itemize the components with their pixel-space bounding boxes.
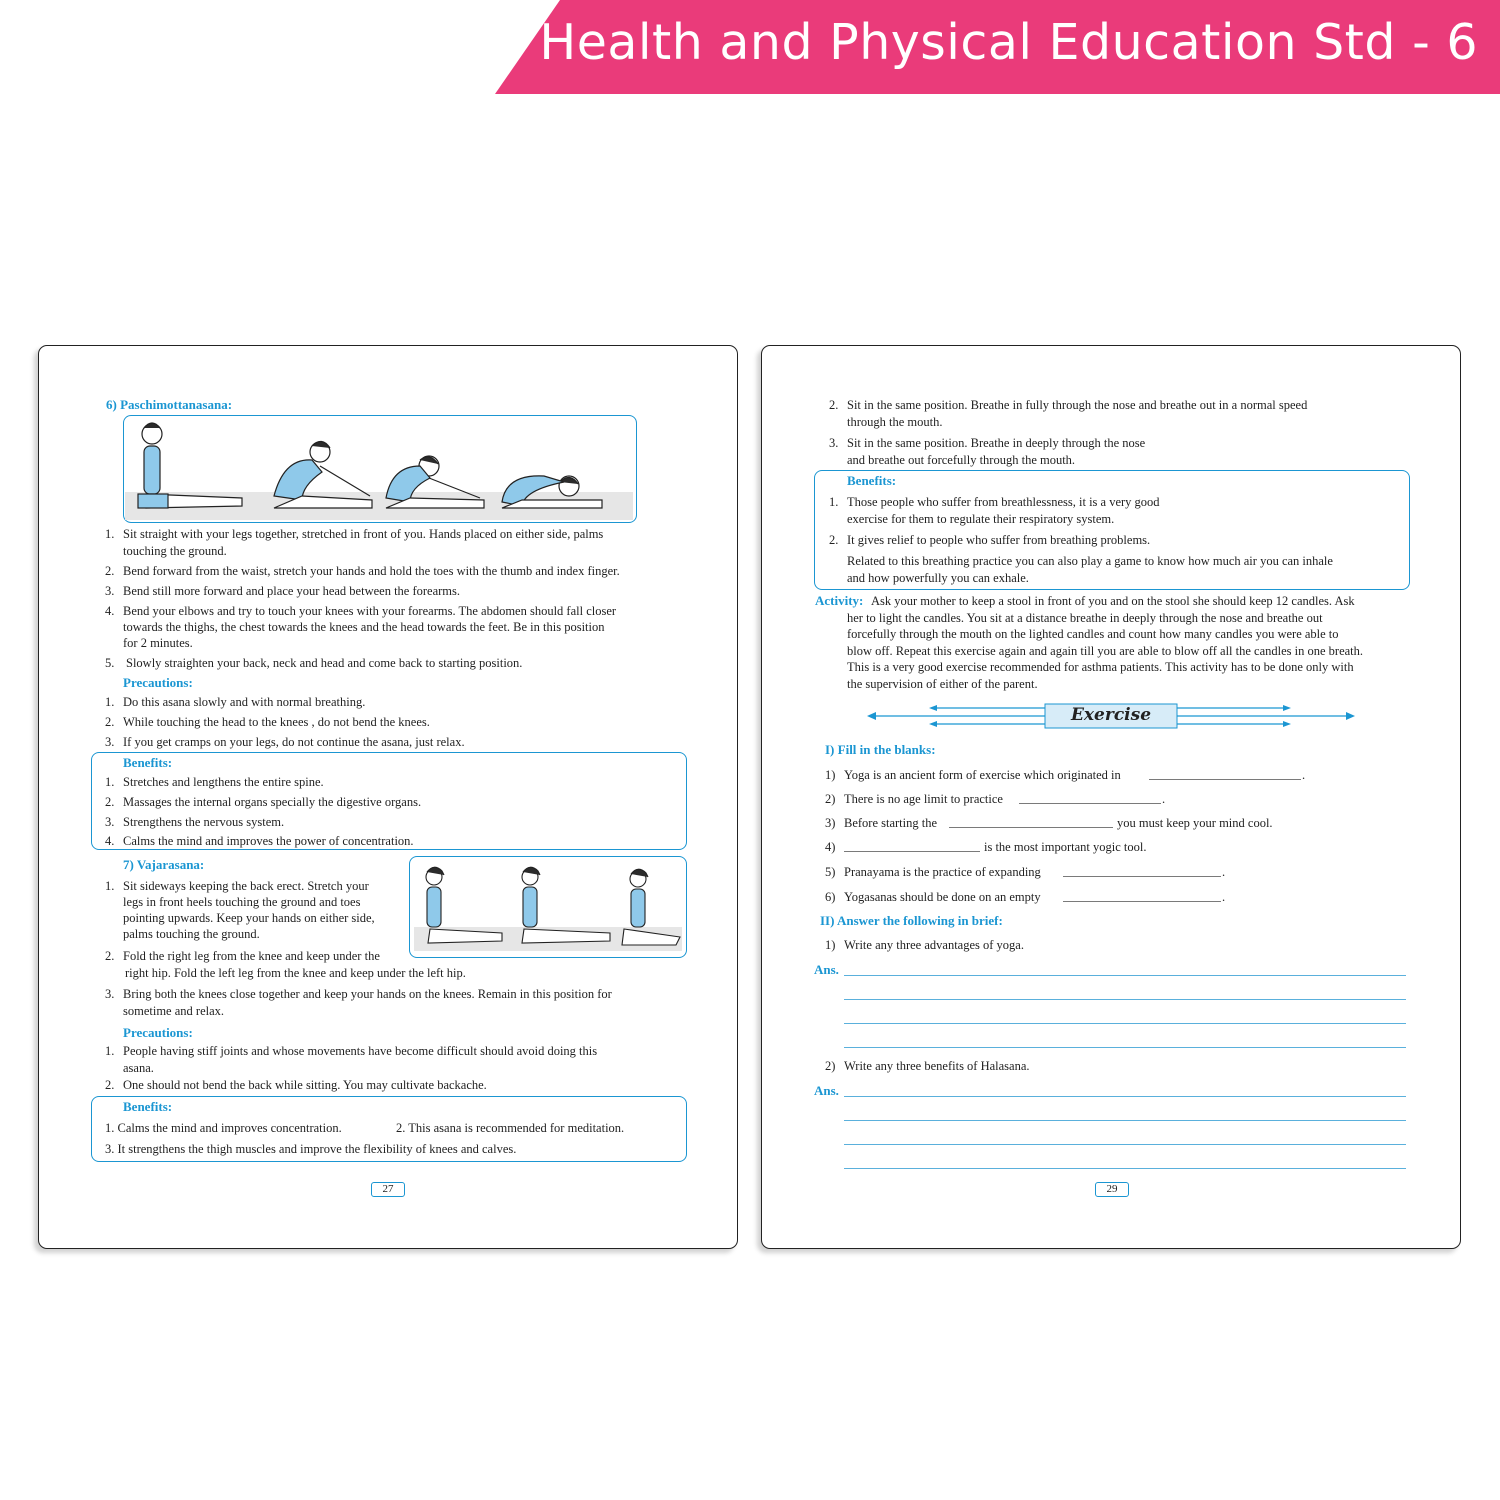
related-text: and how powerfully you can exhale. xyxy=(847,571,1029,585)
precaution-text: asana. xyxy=(123,1061,154,1075)
benefit-text: Stretches and lengthens the entire spine. xyxy=(123,775,324,789)
precaution-number: 2. xyxy=(105,1078,115,1092)
blank-text-after: . xyxy=(1222,865,1226,879)
step-text: Sit in the same position. Breathe in deeply through the nose xyxy=(847,436,1146,450)
step-text: towards the thighs, the chest towards the knees and the head towards the feet. Be in this position xyxy=(123,620,605,634)
benefit-text: Calms the mind and improves the power of concentration. xyxy=(123,834,414,848)
precaution-text: People having stiff joints and whose movements have become difficult should avoid doing this xyxy=(123,1044,598,1058)
question-number: 3) xyxy=(825,816,836,830)
step-text: and breathe out forcefully through the mouth. xyxy=(847,453,1076,467)
answer-line[interactable] xyxy=(844,1144,1406,1145)
fill-blanks-heading: I) Fill in the blanks: xyxy=(825,742,936,757)
blank-answer-field[interactable] xyxy=(949,827,1113,828)
blank-answer-field[interactable] xyxy=(1019,803,1161,804)
related-text: Related to this breathing practice you can also play a game to know how much air you can inhale xyxy=(847,554,1333,568)
question-number: 6) xyxy=(825,890,836,904)
activity-text: blow off. Repeat this exercise again and again till you are able to blow off all the candles in one breath. xyxy=(847,644,1364,658)
benefit-number: 3. xyxy=(105,815,115,829)
blank-text-after: . xyxy=(1222,890,1226,904)
benefit-text: Massages the internal organs specially the digestive organs. xyxy=(123,795,422,809)
yoga-pose-figures xyxy=(124,416,636,522)
blank-text-before: Before starting the xyxy=(844,816,938,830)
step-text: right hip. Fold the left leg from the knee and keep under the left hip. xyxy=(125,966,466,980)
precaution-number: 1. xyxy=(105,1044,115,1058)
step-text: legs in front heels touching the ground and toes xyxy=(123,895,361,909)
step-text: Bend your elbows and try to touch your knees with your forearms. The abdomen should fall closer xyxy=(123,604,617,618)
step-text: touching the ground. xyxy=(123,544,227,558)
question-number: 4) xyxy=(825,840,836,854)
ans-label: Ans. xyxy=(814,962,839,977)
exercise-title: Exercise xyxy=(1070,705,1152,725)
question-number: 1) xyxy=(825,768,836,782)
banner-title: Health and Physical Education Std - 6 xyxy=(539,14,1478,71)
step-number: 3. xyxy=(105,584,115,598)
benefit-text: Those people who suffer from breathlessness, it is a very good xyxy=(847,495,1160,509)
activity-text: This is a very good exercise recommended for asthma patients. This activity has to be done only with xyxy=(847,660,1354,674)
precautions-heading: Precautions: xyxy=(123,1025,193,1040)
blank-text-after: is the most important yogic tool. xyxy=(984,840,1147,854)
precaution-number: 3. xyxy=(105,735,115,749)
precaution-text: Do this asana slowly and with normal breathing. xyxy=(123,695,366,709)
activity-text: Ask your mother to keep a stool in front of you and on the stool she should keep 12 candles. Ask xyxy=(871,594,1355,608)
question-number: 2) xyxy=(825,1059,836,1073)
precaution-number: 2. xyxy=(105,715,115,729)
header-banner xyxy=(0,0,1500,94)
paschimottanasana-illustration xyxy=(123,415,637,523)
blank-text-after: . xyxy=(1302,768,1306,782)
step-number: 3. xyxy=(829,436,839,450)
answer-line[interactable] xyxy=(844,975,1406,976)
benefits-heading: Benefits: xyxy=(123,755,173,770)
page-number: 29 xyxy=(1095,1182,1129,1197)
step-text: for 2 minutes. xyxy=(123,636,193,650)
step-text: Bend still more forward and place your head between the forearms. xyxy=(123,584,461,598)
step-text: Sit sideways keeping the back erect. Stretch your xyxy=(123,879,369,893)
step-number: 1. xyxy=(105,879,115,893)
section-heading-vajarasana: 7) Vajarasana: xyxy=(123,857,205,872)
blank-answer-field[interactable] xyxy=(1063,876,1221,877)
exercise-banner xyxy=(867,703,1355,729)
benefit-text: Strengthens the nervous system. xyxy=(123,815,285,829)
vajarasana-illustration xyxy=(409,856,687,958)
answer-line[interactable] xyxy=(844,1047,1406,1048)
activity-text: the supervision of either of the parent. xyxy=(847,677,1038,691)
step-text: sometime and relax. xyxy=(123,1004,225,1018)
precautions-heading: Precautions: xyxy=(123,675,193,690)
benefit-text: 2. This asana is recommended for meditation. xyxy=(396,1121,625,1135)
right-page xyxy=(761,345,1461,1249)
answer-line[interactable] xyxy=(844,1120,1406,1121)
step-text: Sit straight with your legs together, stretched in front of you. Hands placed on either side, palms xyxy=(123,527,604,541)
ans-label: Ans. xyxy=(814,1083,839,1098)
activity-text: her to light the candles. You sit at a distance breathe in deeply through the nose and breathe out xyxy=(847,611,1323,625)
step-number: 1. xyxy=(105,527,115,541)
step-text: Bend forward from the waist, stretch your hands and hold the toes with the thumb and index finger. xyxy=(123,564,620,578)
answer-line[interactable] xyxy=(844,999,1406,1000)
blank-text-after: you must keep your mind cool. xyxy=(1117,816,1273,830)
answer-line[interactable] xyxy=(844,1168,1406,1169)
question-number: 2) xyxy=(825,792,836,806)
step-text: Sit in the same position. Breathe in fully through the nose and breathe out in a normal speed xyxy=(847,398,1308,412)
benefits-heading: Benefits: xyxy=(123,1099,173,1114)
step-text: palms touching the ground. xyxy=(123,927,260,941)
blank-text-before: Yogasanas should be done on an empty xyxy=(844,890,1041,904)
pose-figure-bending xyxy=(386,456,484,508)
step-text: through the mouth. xyxy=(847,415,943,429)
answer-line[interactable] xyxy=(844,1096,1406,1097)
step-number: 3. xyxy=(105,987,115,1001)
question-text: Write any three benefits of Halasana. xyxy=(844,1059,1030,1073)
precaution-number: 1. xyxy=(105,695,115,709)
step-number: 5. xyxy=(105,656,115,670)
pose-figure-full-fold xyxy=(502,476,602,508)
benefit-number: 2. xyxy=(105,795,115,809)
precaution-text: One should not bend the back while sitting. You may cultivate backache. xyxy=(123,1078,487,1092)
activity-label: Activity: xyxy=(815,593,864,608)
precaution-text: While touching the head to the knees , do not bend the knees. xyxy=(123,715,430,729)
step-text: Fold the right leg from the knee and keep under the xyxy=(123,949,380,963)
activity-text: forcefully through the mouth on the lighted candles and count how many candles you were able to xyxy=(847,627,1339,641)
benefit-number: 2. xyxy=(829,533,839,547)
vajarasana-figures xyxy=(410,857,686,957)
benefit-text: 1. Calms the mind and improves concentration. xyxy=(105,1121,342,1135)
blank-text-before: Yoga is an ancient form of exercise which originated in xyxy=(844,768,1121,782)
step-text: pointing upwards. Keep your hands on either side, xyxy=(123,911,375,925)
left-page xyxy=(38,345,738,1249)
blank-text-before: There is no age limit to practice xyxy=(844,792,1003,806)
answer-line[interactable] xyxy=(844,1023,1406,1024)
blank-answer-field[interactable] xyxy=(844,851,980,852)
answer-heading: II) Answer the following in brief: xyxy=(820,913,1003,928)
section-heading-paschimottanasana: 6) Paschimottanasana: xyxy=(106,397,233,412)
question-text: Write any three advantages of yoga. xyxy=(844,938,1024,952)
blank-text-after: . xyxy=(1162,792,1166,806)
step-number: 2. xyxy=(829,398,839,412)
blank-text-before: Pranayama is the practice of expanding xyxy=(844,865,1041,879)
benefits-heading: Benefits: xyxy=(847,473,897,488)
step-number: 2. xyxy=(105,949,115,963)
question-number: 5) xyxy=(825,865,836,879)
step-number: 2. xyxy=(105,564,115,578)
benefit-text: exercise for them to regulate their respiratory system. xyxy=(847,512,1115,526)
benefit-text: 3. It strengthens the thigh muscles and improve the flexibility of knees and calves. xyxy=(105,1142,517,1156)
benefit-number: 1. xyxy=(829,495,839,509)
blank-answer-field[interactable] xyxy=(1149,779,1301,780)
page-number: 27 xyxy=(371,1182,405,1197)
benefit-text: It gives relief to people who suffer from breathing problems. xyxy=(847,533,1151,547)
precaution-text: If you get cramps on your legs, do not continue the asana, just relax. xyxy=(123,735,465,749)
step-text: Bring both the knees close together and keep your hands on the knees. Remain in this position for xyxy=(123,987,612,1001)
blank-answer-field[interactable] xyxy=(1063,901,1221,902)
question-number: 1) xyxy=(825,938,836,952)
step-text: Slowly straighten your back, neck and head and come back to starting position. xyxy=(126,656,523,670)
step-number: 4. xyxy=(105,604,115,618)
benefit-number: 1. xyxy=(105,775,115,789)
benefit-number: 4. xyxy=(105,834,115,848)
